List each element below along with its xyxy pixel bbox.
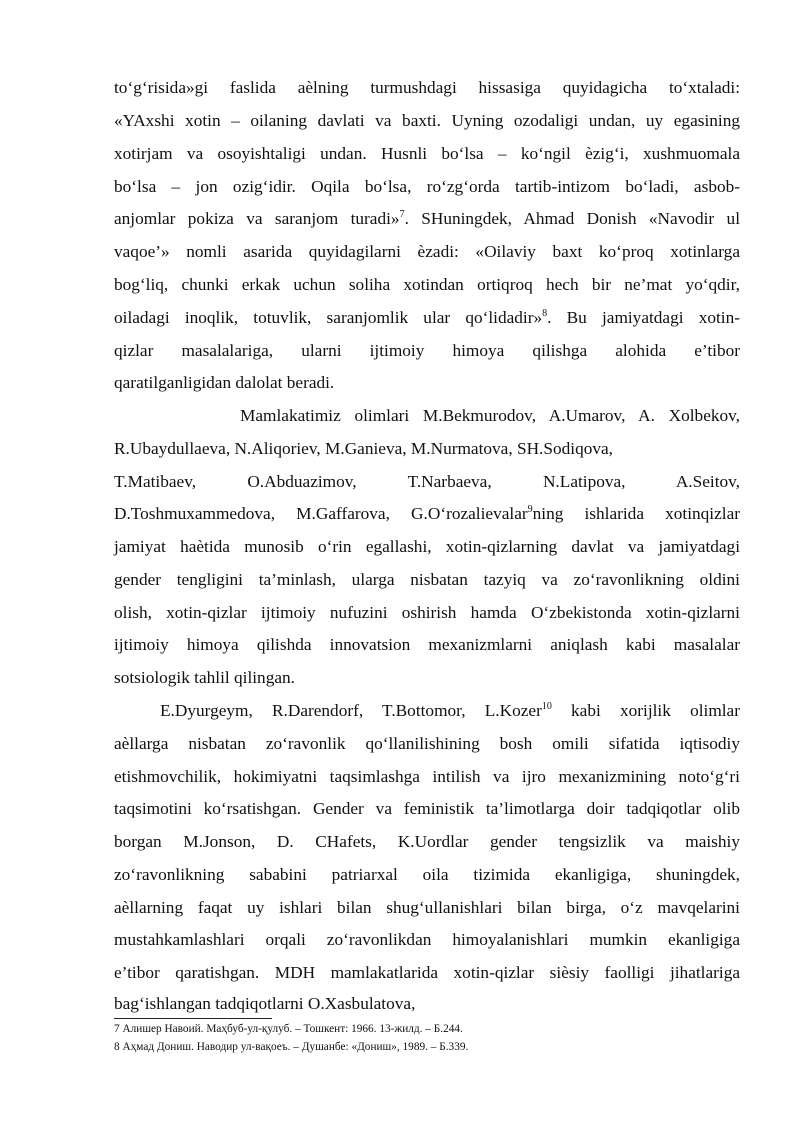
- footnote-ref: 8: [542, 308, 548, 320]
- text-line: jamiyat haètida munosib o‘rin egallashi, xotin-qizlarning davlat va jamiyatdagi: [114, 537, 740, 556]
- text-line: aèllarga nisbatan zo‘ravonlik qo‘llanilishining bosh omili sifatida iqtisodiy: [114, 734, 740, 753]
- text-line: [114, 308, 740, 328]
- text-line: taqsimotini ko‘rsatishgan. Gender va feministik ta’limotlarga doir tadqiqotlar olib: [114, 799, 740, 818]
- footnote-ref: 7: [399, 209, 405, 221]
- text-line: bog‘liq, chunki erkak uchun soliha xotindan ortiqroq hech bir ne’mat yo‘qdir,: [114, 275, 740, 294]
- line-text: kabi xorijlik olimlar: [551, 701, 740, 720]
- footnote-ref: 9: [527, 504, 533, 516]
- footnote: 8 Аҳмад Дониш. Наводир ул-вақоеъ. – Душанбе: «Дониш», 1989. – Б.339.: [114, 1041, 469, 1053]
- text-line: bo‘lsa – jon ozig‘idir. Oqila bo‘lsa, ro‘zg‘orda tartib-intizom bo‘ladi, asbob-: [114, 177, 740, 196]
- text-line: bag‘ishlangan tadqiqotlarni O.Xasbulatova,: [114, 994, 416, 1013]
- text-line: [160, 701, 740, 721]
- text-line: olish, xotin-qizlar ijtimoiy nufuzini oshirish hamda O‘zbekistonda xotin-qizlarni: [114, 603, 740, 622]
- line-text: . SHuningdek, Ahmad Donish «Navodir ul: [404, 209, 740, 228]
- line-text: oiladagi inoqlik, totuvlik, saranjomlik ular qo‘lidadir»: [114, 308, 543, 327]
- text-line: [114, 209, 740, 229]
- line-text: E.Dyurgeym, R.Darendorf, T.Bottomor, L.Kozer: [160, 701, 542, 720]
- text-line: etishmovchilik, hokimiyatni taqsimlashga intilish va ijro mexanizmining noto‘g‘ri: [114, 767, 740, 786]
- footnote-ref: 10: [541, 701, 552, 713]
- line-text: anjomlar pokiza va saranjom turadi»: [114, 209, 400, 228]
- footnote: 7 Алишер Навоий. Маҳбуб-ул-қулуб. – Тошкент: 1966. 13-жилд. – Б.244.: [114, 1023, 463, 1035]
- text-line: borgan M.Jonson, D. CHafets, K.Uordlar gender tengsizlik va maishiy: [114, 832, 740, 851]
- text-line: mustahkamlashlari orqali zo‘ravonlikdan himoyalanishlari mumkin ekanligiga: [114, 930, 740, 949]
- text-line: aèllarning faqat uy ishlari bilan shug‘ullanishlari bilan birga, o‘z mavqelarini: [114, 898, 740, 917]
- text-line: Mamlakatimiz olimlari M.Bekmurodov, A.Umarov, A. Xolbekov,: [240, 406, 740, 425]
- text-line: sotsiologik tahlil qilingan.: [114, 668, 295, 687]
- text-line: qizlar masalalariga, ularni ijtimoiy himoya qilishga alohida e’tibor: [114, 341, 740, 360]
- line-text: D.Toshmuxammedova, M.Gaffarova, G.O‘rozalievalar: [114, 504, 528, 523]
- footnote-separator: [114, 1018, 272, 1019]
- text-line: vaqoe’» nomli asarida quyidagilarni èzadi: «Oilaviy baxt ko‘proq xotinlarga: [114, 242, 740, 261]
- text-line: «YAxshi xotin – oilaning davlati va baxti. Uyning ozodaligi undan, uy egasining: [114, 111, 740, 130]
- text-line: qaratilganligidan dalolat beradi.: [114, 373, 335, 392]
- text-line: R.Ubaydullaeva, N.Aliqoriev, M.Ganieva, M.Nurmatova, SH.Sodiqova,: [114, 439, 613, 458]
- text-line: T.Matibaev, O.Abduazimov, T.Narbaeva, N.Latipova, A.Seitov,: [114, 472, 740, 491]
- text-line: [114, 504, 740, 524]
- text-line: to‘g‘risida»gi faslida aèlning turmushdagi hissasiga quyidagicha to‘xtaladi:: [114, 78, 740, 97]
- text-line: xotirjam va osoyishtaligi undan. Husnli bo‘lsa – ko‘ngil èzig‘i, xushmuomala: [114, 144, 740, 163]
- text-line: ijtimoiy himoya qilishda innovatsion mexanizmlarni aniqlash kabi masalalar: [114, 635, 740, 654]
- line-text: ning ishlarida xotinqizlar: [532, 504, 741, 523]
- text-line: e’tibor qaratishgan. MDH mamlakatlarida xotin-qizlar sièsiy faolligi jihatlariga: [114, 963, 740, 982]
- text-line: zo‘ravonlikning sababini patriarxal oila tizimida ekanligiga, shuningdek,: [114, 865, 740, 884]
- line-text: . Bu jamiyatdagi xotin-: [547, 308, 740, 327]
- text-line: gender tengligini ta’minlash, ularga nisbatan tazyiq va zo‘ravonlikning oldini: [114, 570, 740, 589]
